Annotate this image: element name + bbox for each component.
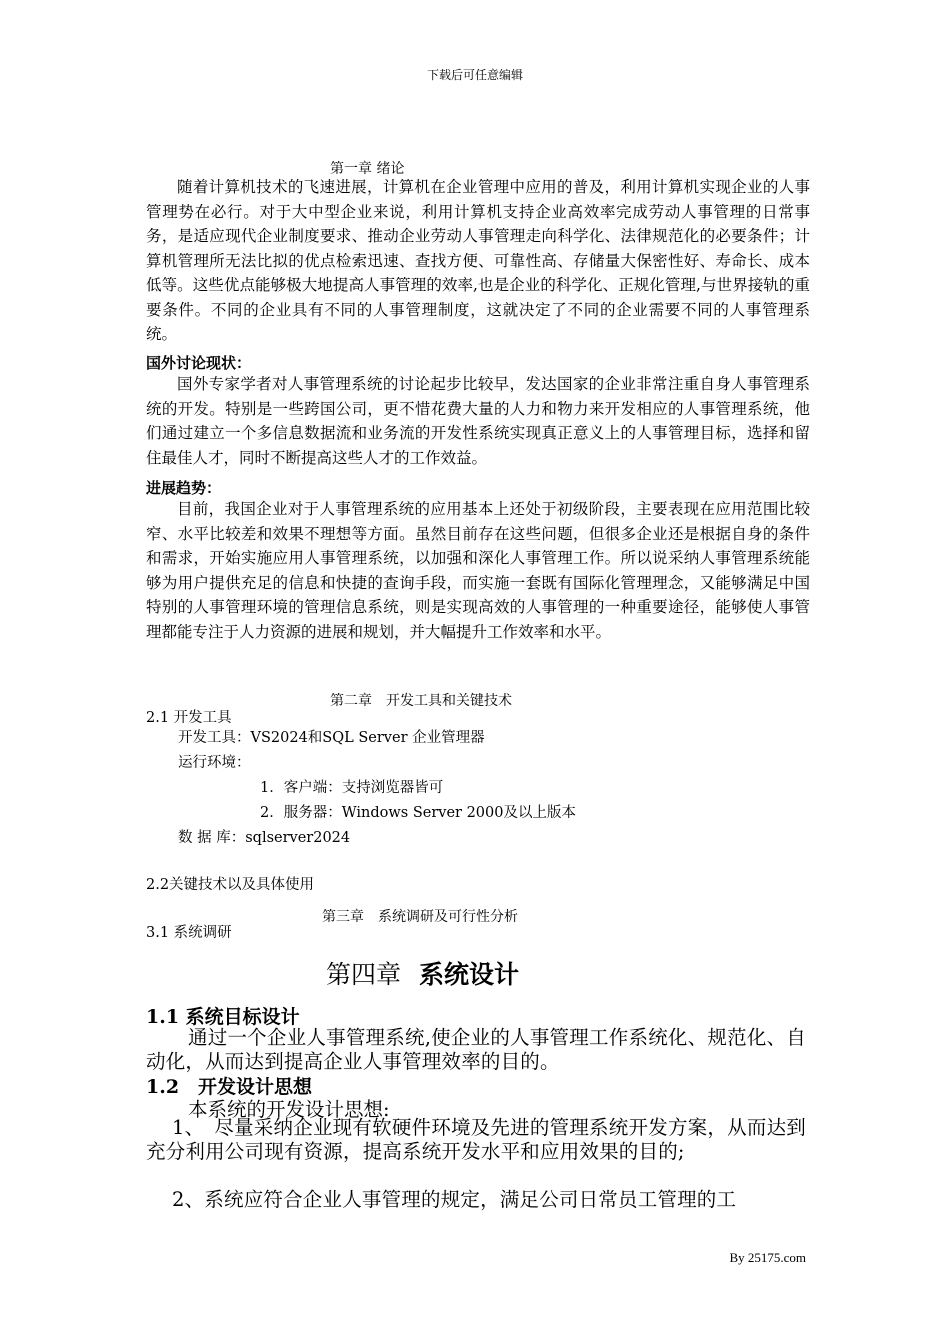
trend-text: 目前，我国企业对于人事管理系统的应用基本上还处于初级阶段，主要表现在应用范围比较窄、水平比较差和效果不理想等方面。虽然目前存在这些问题，但很多企业还是根据自身的条件和需求，开始实施应用人事管理系统，以加强和深化人事管理工作。所以说采纳人事管理系统能够为用户提供充足的信息和快捷的查询手段，而实施一套既有国际化管理理念，又能够满足中国特别的人事管理环境的管理信息系统，则是实现高效的人事管理的一种重要途径，能够使人事管理都能专注于人力资源的进展和规划，并大幅提升工作效率和水平。 (146, 500, 810, 641)
design-item-2: 2、系统应符合企业人事管理的规定，满足公司日常员工管理的工 (172, 1188, 737, 1211)
section-3-1: 3.1 系统调研 (146, 925, 232, 941)
page-header: 下载后可任意编辑 (426, 68, 523, 82)
run-env-label: 运行环境： (178, 755, 251, 771)
foreign-research-text: 国外专家学者对人事管理系统的讨论起步比较早，发达国家的企业非常注重自身人事管理系统的开发。特别是一些跨国公司，更不惜花费大量的人力和物力来开发相应的人事管理系统，他们通过建立一个多信息数据流和业务流的开发性系统实现真正意义上的人事管理目标，选择和留住最佳人才，同时不断提高这些人才的工作效益。 (146, 375, 810, 467)
foreign-research-heading: 国外讨论现状： (146, 354, 252, 372)
chapter4-title-main: 系统设计 (418, 960, 519, 989)
section-1-1: 1.1 系统目标设计 (146, 1006, 300, 1028)
env-client: 1．客户端：支持浏览器皆可 (260, 780, 444, 796)
chapter1-title: 第一章 绪论 (330, 161, 405, 177)
dev-tools-line: 开发工具：VS2024和SQL Server 企业管理器 (178, 730, 485, 746)
section-1-2: 1.2 开发设计思想 (146, 1076, 313, 1098)
section-1-2-intro: 本系统的开发设计思想: (188, 1098, 390, 1121)
database-line: 数 据 库：sqlserver2024 (178, 830, 351, 846)
chapter4-title (326, 955, 519, 991)
section-1-1-text: 通过一个企业人事管理系统,使企业的人事管理工作系统化、规范化、自动化，从而达到提高企业人事管理效率的目的。 (146, 1026, 806, 1073)
chapter1-intro: 随着计算机技术的飞速进展，计算机在企业管理中应用的普及，利用计算机实现企业的人事管理势在必行。对于大中型企业来说，利用计算机支持企业高效率完成劳动人事管理的日常事务，是适应现代企业制度要求、推动企业劳动人事管理走向科学化、法律规范化的必要条件；计算机管理所无法比拟的优点检索迅速、查找方便、可靠性高、存储量大保密性好、寿命长、成本低等。这些优点能够极大地提高人事管理的效率,也是企业的科学化、正规化管理,与世界接轨的重要条件。不同的企业具有不同的人事管理制度，这就决定了不同的企业需要不同的人事管理系统。 (146, 178, 810, 343)
chapter4-title-prefix: 第四章 (326, 960, 402, 989)
env-server: 2．服务器：Windows Server 2000及以上版本 (260, 805, 576, 821)
chapter3-title: 第三章 系统调研及可行性分析 (322, 909, 518, 925)
chapter2-title: 第二章 开发工具和关键技术 (330, 693, 512, 709)
section-2-1: 2.1 开发工具 (146, 710, 232, 726)
design-item-1: 1、 尽量采纳企业现有软硬件环境及先进的管理系统开发方案，从而达到充分利用公司现有资源，提高系统开发水平和应用效果的目的; (146, 1116, 806, 1163)
page-footer: By 25175.com (729, 1250, 806, 1265)
trend-heading: 进展趋势： (146, 479, 222, 497)
section-2-2: 2.2关键技术以及具体使用 (146, 877, 315, 893)
